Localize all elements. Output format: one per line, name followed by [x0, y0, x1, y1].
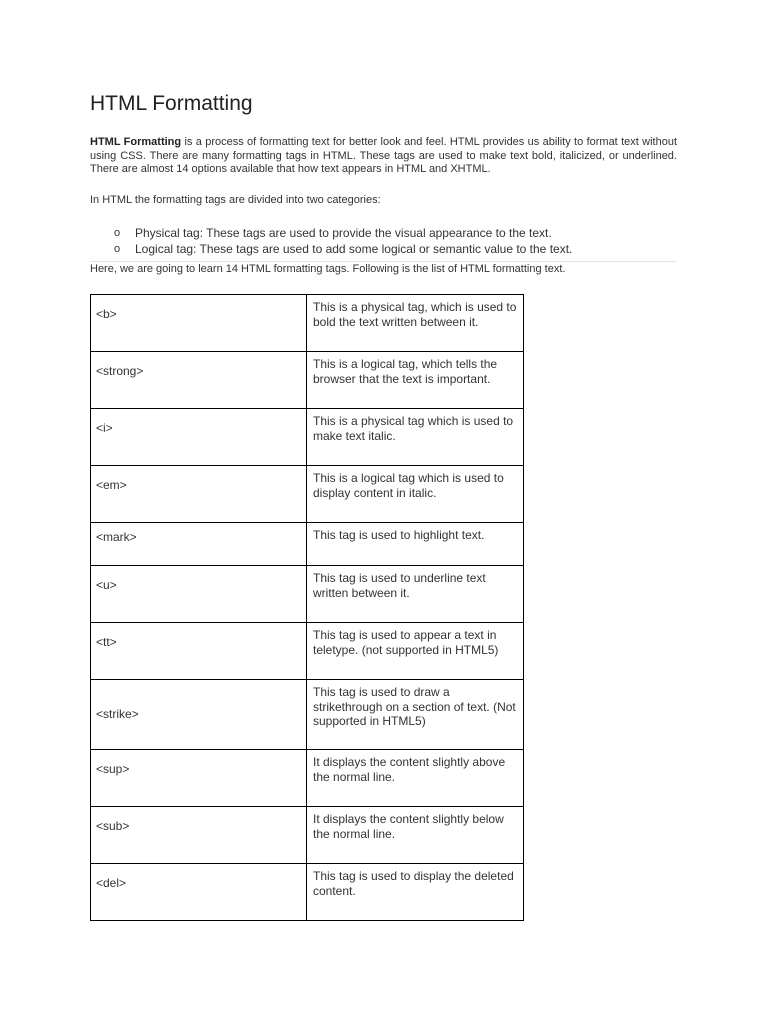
table-row — [91, 864, 524, 921]
category-list — [90, 225, 677, 257]
tag-cell: <mark> — [91, 523, 307, 566]
description-cell: It displays the content slightly above the normal line. — [307, 750, 524, 807]
divider — [90, 261, 677, 262]
table-row — [91, 566, 524, 623]
tag-cell: <del> — [91, 864, 307, 921]
bullet-marker: o — [114, 227, 121, 239]
table-row — [91, 680, 524, 750]
tag-cell: <i> — [91, 409, 307, 466]
list-item — [90, 241, 677, 257]
intro-paragraph — [90, 136, 677, 177]
description-cell: This is a logical tag which is used to display content in italic. — [307, 466, 524, 523]
tag-cell: <b> — [91, 295, 307, 352]
learn-intro: Here, we are going to learn 14 HTML formatting tags. Following is the list of HTML formatting text. — [90, 263, 566, 275]
table-row — [91, 352, 524, 409]
table-row — [91, 623, 524, 680]
description-cell: This is a logical tag, which tells the browser that the text is important. — [307, 352, 524, 409]
tag-cell: <strike> — [91, 680, 307, 750]
tag-cell: <sup> — [91, 750, 307, 807]
description-cell: This tag is used to underline text written between it. — [307, 566, 524, 623]
intro-text: is a process of formatting text for better look and feel. HTML provides us ability to format text without using CSS. There are many formatting tags in HTML. These tags are used to make text bold, italicized, or underlined. There are almost 14 options available that how text appears in HTML and XHTML. — [90, 136, 677, 175]
formatting-tags-table — [90, 294, 524, 921]
table-row — [91, 295, 524, 352]
description-cell: This tag is used to display the deleted content. — [307, 864, 524, 921]
categories-intro: In HTML the formatting tags are divided into two categories: — [90, 194, 381, 206]
bullet-text: Physical tag: These tags are used to provide the visual appearance to the text. — [135, 226, 552, 240]
table-row — [91, 750, 524, 807]
table-row — [91, 523, 524, 566]
bullet-text: Logical tag: These tags are used to add some logical or semantic value to the text. — [135, 242, 573, 256]
description-cell: This tag is used to appear a text in teletype. (not supported in HTML5) — [307, 623, 524, 680]
tag-cell: <strong> — [91, 352, 307, 409]
table-row — [91, 466, 524, 523]
tag-cell: <sub> — [91, 807, 307, 864]
page-title: HTML Formatting — [90, 92, 253, 115]
table-row — [91, 409, 524, 466]
description-cell: It displays the content slightly below the normal line. — [307, 807, 524, 864]
description-cell: This tag is used to highlight text. — [307, 523, 524, 566]
intro-bold-lead: HTML Formatting — [90, 136, 182, 148]
list-item — [90, 225, 677, 241]
tag-cell: <em> — [91, 466, 307, 523]
description-cell: This tag is used to draw a strikethrough on a section of text. (Not supported in HTML5) — [307, 680, 524, 750]
bullet-marker: o — [114, 243, 121, 255]
tag-cell: <tt> — [91, 623, 307, 680]
tag-cell: <u> — [91, 566, 307, 623]
table-row — [91, 807, 524, 864]
description-cell: This is a physical tag which is used to make text italic. — [307, 409, 524, 466]
description-cell: This is a physical tag, which is used to bold the text written between it. — [307, 295, 524, 352]
